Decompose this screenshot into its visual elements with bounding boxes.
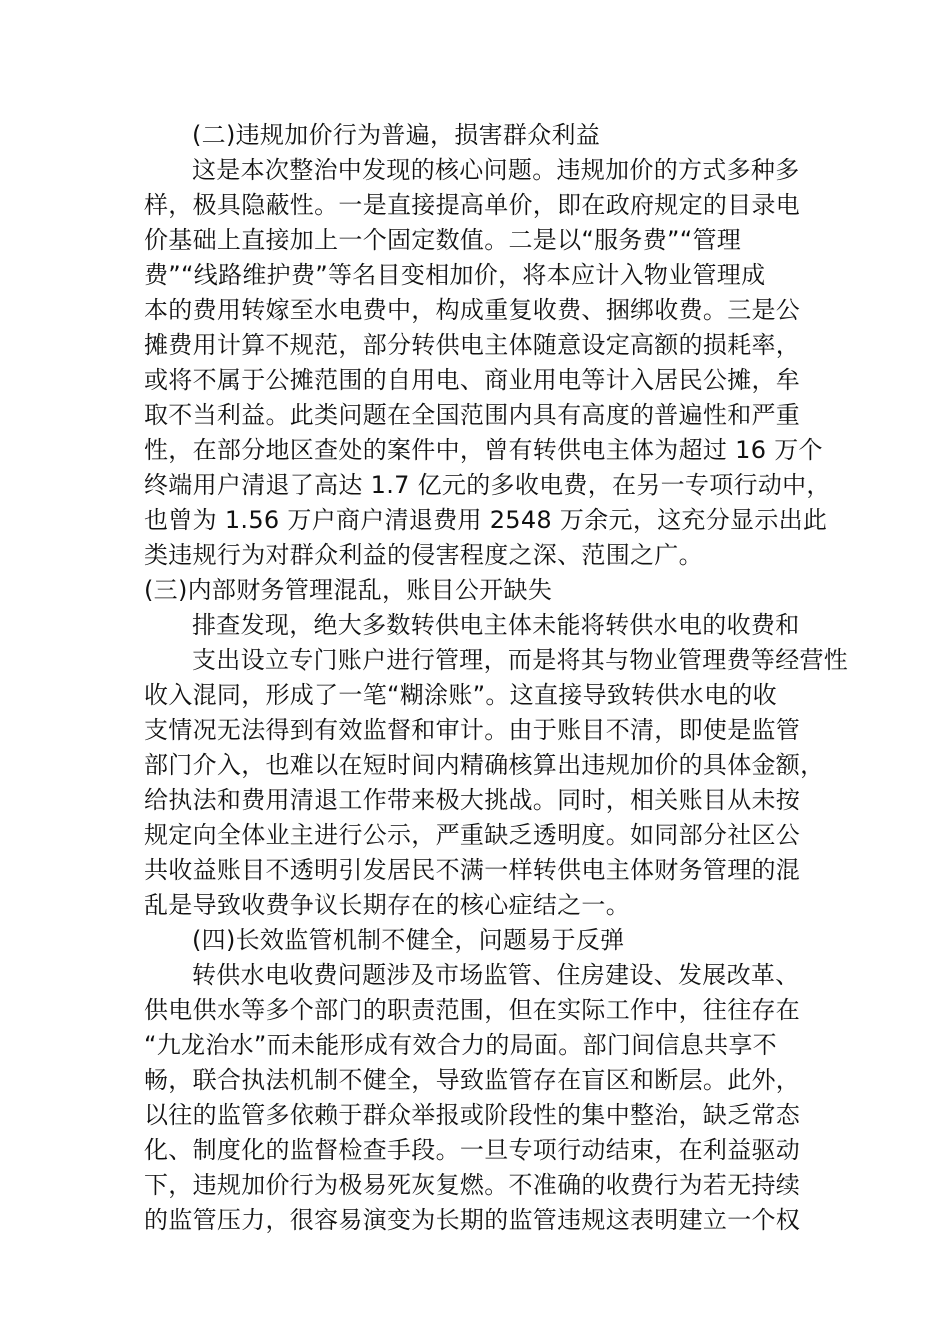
section-heading-3: 排查发现，绝大多数转供电主体未能将转供水电的收费和: [192, 611, 800, 639]
paragraph-line: “九龙治水”而未能形成有效合力的局面。部门间信息共享不: [144, 1031, 777, 1059]
paragraph-line: 性，在部分地区查处的案件中，曾有转供电主体为超过 16 万个: [144, 436, 823, 464]
paragraph-line: 支出设立专门账户进行管理，而是将其与物业管理费等经营性: [192, 646, 849, 674]
paragraph-line: 本的费用转嫁至水电费中，构成重复收费、捆绑收费。三是公: [144, 296, 801, 324]
paragraph-line: 取不当利益。此类问题在全国范围内具有高度的普遍性和严重: [144, 401, 801, 429]
section-heading-4: (四)长效监管机制不健全，问题易于反弹: [192, 926, 625, 954]
paragraph-line: 化、制度化的监督检查手段。一旦专项行动结束，在利益驱动: [144, 1136, 801, 1164]
paragraph-line: 以往的监管多依赖于群众举报或阶段性的集中整治，缺乏常态: [144, 1101, 801, 1129]
paragraph-line: 下，违规加价行为极易死灰复燃。不准确的收费行为若无持续: [144, 1171, 801, 1199]
paragraph-line: 类违规行为对群众利益的侵害程度之深、范围之广。: [144, 541, 703, 569]
section-heading-2: (二)违规加价行为普遍，损害群众利益: [192, 121, 601, 149]
paragraph-line: 这是本次整治中发现的核心问题。违规加价的方式多种多: [192, 156, 800, 184]
paragraph-line: 给执法和费用清退工作带来极大挑战。同时，相关账目从未按: [144, 786, 801, 814]
paragraph-line: 或将不属于公摊范围的自用电、商业用电等计入居民公摊，牟: [144, 366, 801, 394]
paragraph-line: 供电供水等多个部门的职责范围，但在实际工作中，往往存在: [144, 996, 801, 1024]
paragraph-line: 费”“线路维护费”等名目变相加价，将本应计入物业管理成: [144, 261, 766, 289]
paragraph-line: 收入混同，形成了一笔“糊涂账”。这直接导致转供水电的收: [144, 681, 777, 709]
paragraph-line: 价基础上直接加上一个固定数值。二是以“服务费”“管理: [144, 226, 742, 254]
paragraph-line: (三)内部财务管理混乱，账目公开缺失: [144, 576, 553, 604]
paragraph-line: 摊费用计算不规范，部分转供电主体随意设定高额的损耗率，: [144, 331, 801, 359]
paragraph-line: 也曾为 1.56 万户商户清退费用 2548 万余元，这充分显示出此: [144, 506, 828, 534]
paragraph-line: 部门介入，也难以在短时间内精确核算出违规加价的具体金额，: [144, 751, 825, 779]
paragraph-line: 畅，联合执法机制不健全，导致监管存在盲区和断层。此外，: [144, 1066, 801, 1094]
paragraph-line: 的监管压力，很容易演变为长期的监管违规这表明建立一个权: [144, 1206, 801, 1234]
paragraph-line: 乱是导致收费争议长期存在的核心症结之一。: [144, 891, 630, 919]
paragraph-line: 终端用户清退了高达 1.7 亿元的多收电费，在另一专项行动中，: [144, 471, 831, 499]
paragraph-line: 转供水电收费问题涉及市场监管、住房建设、发展改革、: [192, 961, 800, 989]
paragraph-line: 共收益账目不透明引发居民不满一样转供电主体财务管理的混: [144, 856, 801, 884]
document-page: [144, 118, 849, 1238]
paragraph-line: 样，极具隐蔽性。一是直接提高单价，即在政府规定的目录电: [144, 191, 801, 219]
paragraph-line: 规定向全体业主进行公示，严重缺乏透明度。如同部分社区公: [144, 821, 801, 849]
paragraph-line: 支情况无法得到有效监督和审计。由于账目不清，即使是监管: [144, 716, 801, 744]
